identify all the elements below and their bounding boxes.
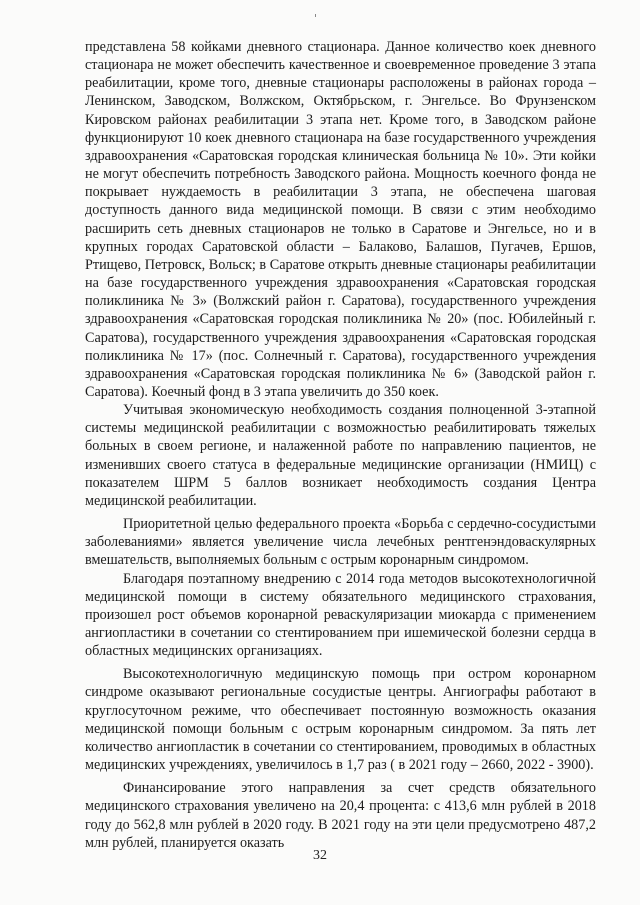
paragraph-day-hospitals: представлена 58 койками дневного стационара. Данное количество коек дневного стационара не может обеспечить качественное и своевременное проведение 3 этапа реабилитации, кроме того, дневные стационары расположены в районах города – Ленинском, Заводском, Волжском, Октябрьском, г. Энгельсе. Во Фрунзенском Кировском районах реабилитации 3 этапа нет. Кроме того, в Заводском районе функционируют 10 коек дневного стационара на базе государственного учреждения здравоохранения «Саратовская городская клиническая больница № 10». Эти койки не могут обеспечить потребность Заводского района. Мощность коечного фонда не покрывает нуждаемость в реабилитации 3 этапа, не обеспечена шаговая доступность данного вида медицинской помощи. В связи с этим необходимо расширить сеть дневных стационаров не только в Саратове и Энгельсе, но и в крупных городах Саратовской области – Балаково, Балашов, Пугачев, Ершов, Ртищево, Петровск, Вольск; в Саратове открыть дневные стационары реабилитации на базе государственного учреждения здравоохранения «Саратовская городская поликлиника № 3» (Волжский район г. Саратова), государственного учреждения здравоохранения «Саратовская городская поликлиника № 20» (пос. Юбилейный г. Саратова), государственного учреждения здравоохранения «Саратовская городская поликлиника № 17» (пос. Солнечный г. Саратова), государственного учреждения здравоохранения «Саратовская городская поликлиника № 6» (Заводской район г. Саратова). Коечный фонд в 3 этапа увеличить до 350 коек. bbox=[85, 39, 596, 400]
page-number: 32 bbox=[313, 848, 327, 863]
paragraph-high-tech-care: Благодаря поэтапному внедрению с 2014 года методов высокотехнологичной медицинской помощи в систему обязательного медицинского страхования, произошел рост объемов коронарной реваскуляризации миокарда с применением ангиопластики в сочетании со стентированием при ишемической болезни сердца в областных медицинских организациях. bbox=[85, 570, 596, 660]
paragraph-federal-project: Приоритетной целью федерального проекта «Борьба с сердечно-сосудистыми заболеваниями» является увеличение числа лечебных рентгенэндоваскулярных вмешательств, выполняемых больным с острым коронарным синдромом. bbox=[85, 516, 596, 569]
scan-speck bbox=[315, 14, 316, 17]
paragraph-vascular-centers: Высокотехнологичную медицинскую помощь при остром коронарном синдроме оказывают региональные сосудистые центры. Ангиографы работают в круглосуточном режиме, что обеспечивает постоянную возможность оказания медицинской помощи больным с острым коронарным синдромом. За пять лет количество ангиопластик в сочетании со стентированием, проводимых в областных медицинских учреждениях, увеличилось в 1,7 раз ( в 2021 году – 2660, 2022 - 3900). bbox=[85, 666, 596, 774]
paragraph-financing: Финансирование этого направления за счет средств обязательного медицинского страхования увеличено на 20,4 процента: с 413,6 млн рублей в 2018 году до 562,8 млн рублей в 2020 году. В 2021 году на эти цели предусмотрено 487,2 млн рублей, планируется оказать bbox=[85, 780, 596, 851]
paragraph-rehab-center: Учитывая экономическую необходимость создания полноценной 3-этапной системы медицинской реабилитации с возможностью реабилитировать тяжелых больных в своем регионе, и налаженной работе по направлению пациентов, не изменивших своего статуса в федеральные медицинские организации (НМИЦ) с показателем ШРМ 5 баллов возникает необходимость создания Центра медицинской реабилитации. bbox=[85, 402, 596, 509]
